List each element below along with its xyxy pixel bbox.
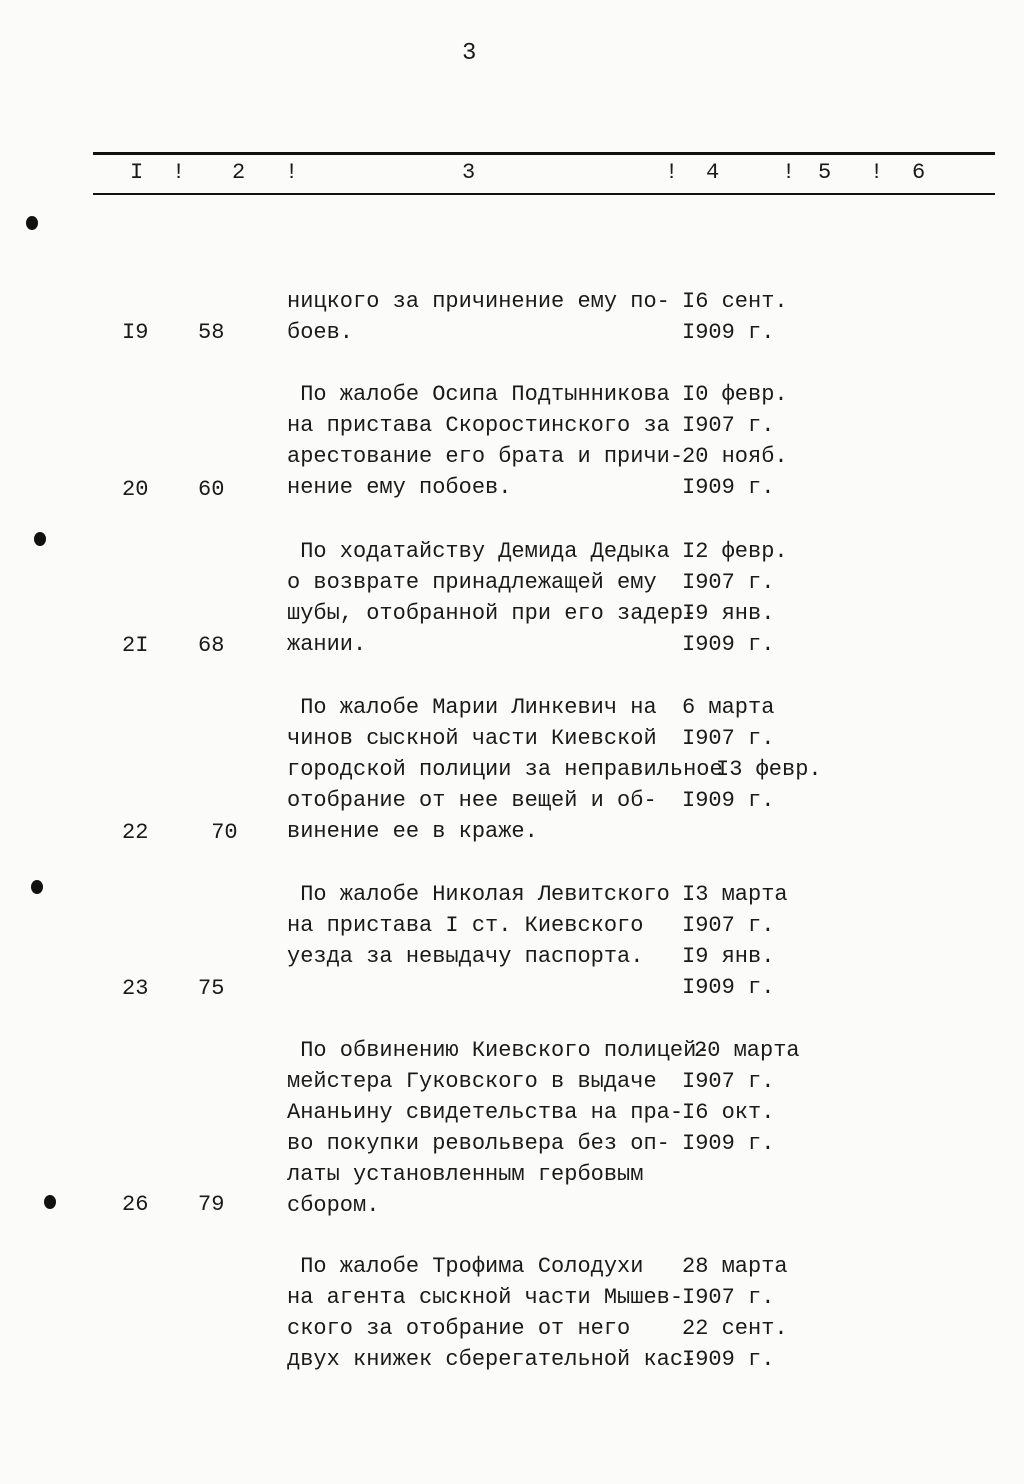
- row-dates: I0 февр. I907 г. 20 нояб. I909 г.: [682, 382, 788, 500]
- header-col5: 5: [818, 160, 832, 185]
- row-dates: I2 февр. I907 г. I9 янв. I909 г.: [682, 539, 788, 657]
- case-number: 60: [198, 477, 225, 502]
- row-number: 20: [122, 477, 149, 502]
- header-rule-top: [93, 152, 995, 155]
- binder-hole-mark: [44, 1195, 56, 1209]
- row-dates: I6 сент. I909 г.: [682, 289, 788, 345]
- header-sep: !: [285, 160, 299, 185]
- binder-hole-mark: [34, 532, 46, 546]
- case-number: 75: [198, 976, 225, 1001]
- header-rule-bottom: [93, 193, 995, 195]
- row-description: По жалобе Марии Линкевич на чинов сыскной части Киевской городской полиции за неправильное отобрание от нее вещей и об- винение ее в краже.: [287, 695, 723, 844]
- header-col2: 2: [232, 160, 246, 185]
- header-col4: 4: [706, 160, 720, 185]
- case-number: 70: [198, 820, 238, 845]
- row-number: 22: [122, 820, 149, 845]
- row-description: По жалобе Трофима Солодухи на агента сыскной части Мышев- ского за отобрание от него двух книжек сберегательной кас-: [287, 1254, 697, 1372]
- row-number: 2I: [122, 633, 149, 658]
- case-number: 79: [198, 1192, 225, 1217]
- row-description: По ходатайству Демида Дедыка о возврате принадлежащей ему шубы, отобранной при его задер- жании.: [287, 539, 697, 657]
- case-number: 58: [198, 320, 225, 345]
- row-number: 26: [122, 1192, 149, 1217]
- row-number: 23: [122, 976, 149, 1001]
- row-dates: 28 марта I907 г. 22 сент. I909 г.: [682, 1254, 788, 1372]
- header-col6: 6: [912, 160, 926, 185]
- binder-hole-mark: [26, 216, 38, 230]
- row-number: I9: [122, 320, 149, 345]
- row-description: По жалобе Николая Левитского на пристава I ст. Киевского уезда за невыдачу паспорта.: [287, 882, 670, 969]
- binder-hole-mark: [31, 880, 43, 894]
- row-dates: 20 марта I907 г. I6 окт. I909 г.: [682, 1038, 800, 1156]
- header-sep: !: [782, 160, 796, 185]
- header-sep: !: [665, 160, 679, 185]
- row-dates: 6 марта I907 г. I3 февр. I909 г.: [682, 695, 822, 813]
- case-number: 68: [198, 633, 225, 658]
- header-col1: I: [130, 160, 144, 185]
- page-number: 3: [462, 40, 477, 67]
- header-sep: !: [870, 160, 884, 185]
- row-description: По жалобе Осипа Подтынникова на пристава Скоростинского за арестование его брата и причи- нение ему побоев.: [287, 382, 684, 500]
- header-col3: 3: [462, 160, 476, 185]
- row-description: По обвинению Киевского полицей- мейстера Гуковского в выдаче Ананьину свидетельства на пра- во покупки револьвера без оп- латы установленным гербовым сбором.: [287, 1038, 710, 1218]
- row-description: ницкого за причинение ему по- боев.: [287, 289, 670, 345]
- row-dates: I3 марта I907 г. I9 янв. I909 г.: [682, 882, 788, 1000]
- header-sep: !: [172, 160, 186, 185]
